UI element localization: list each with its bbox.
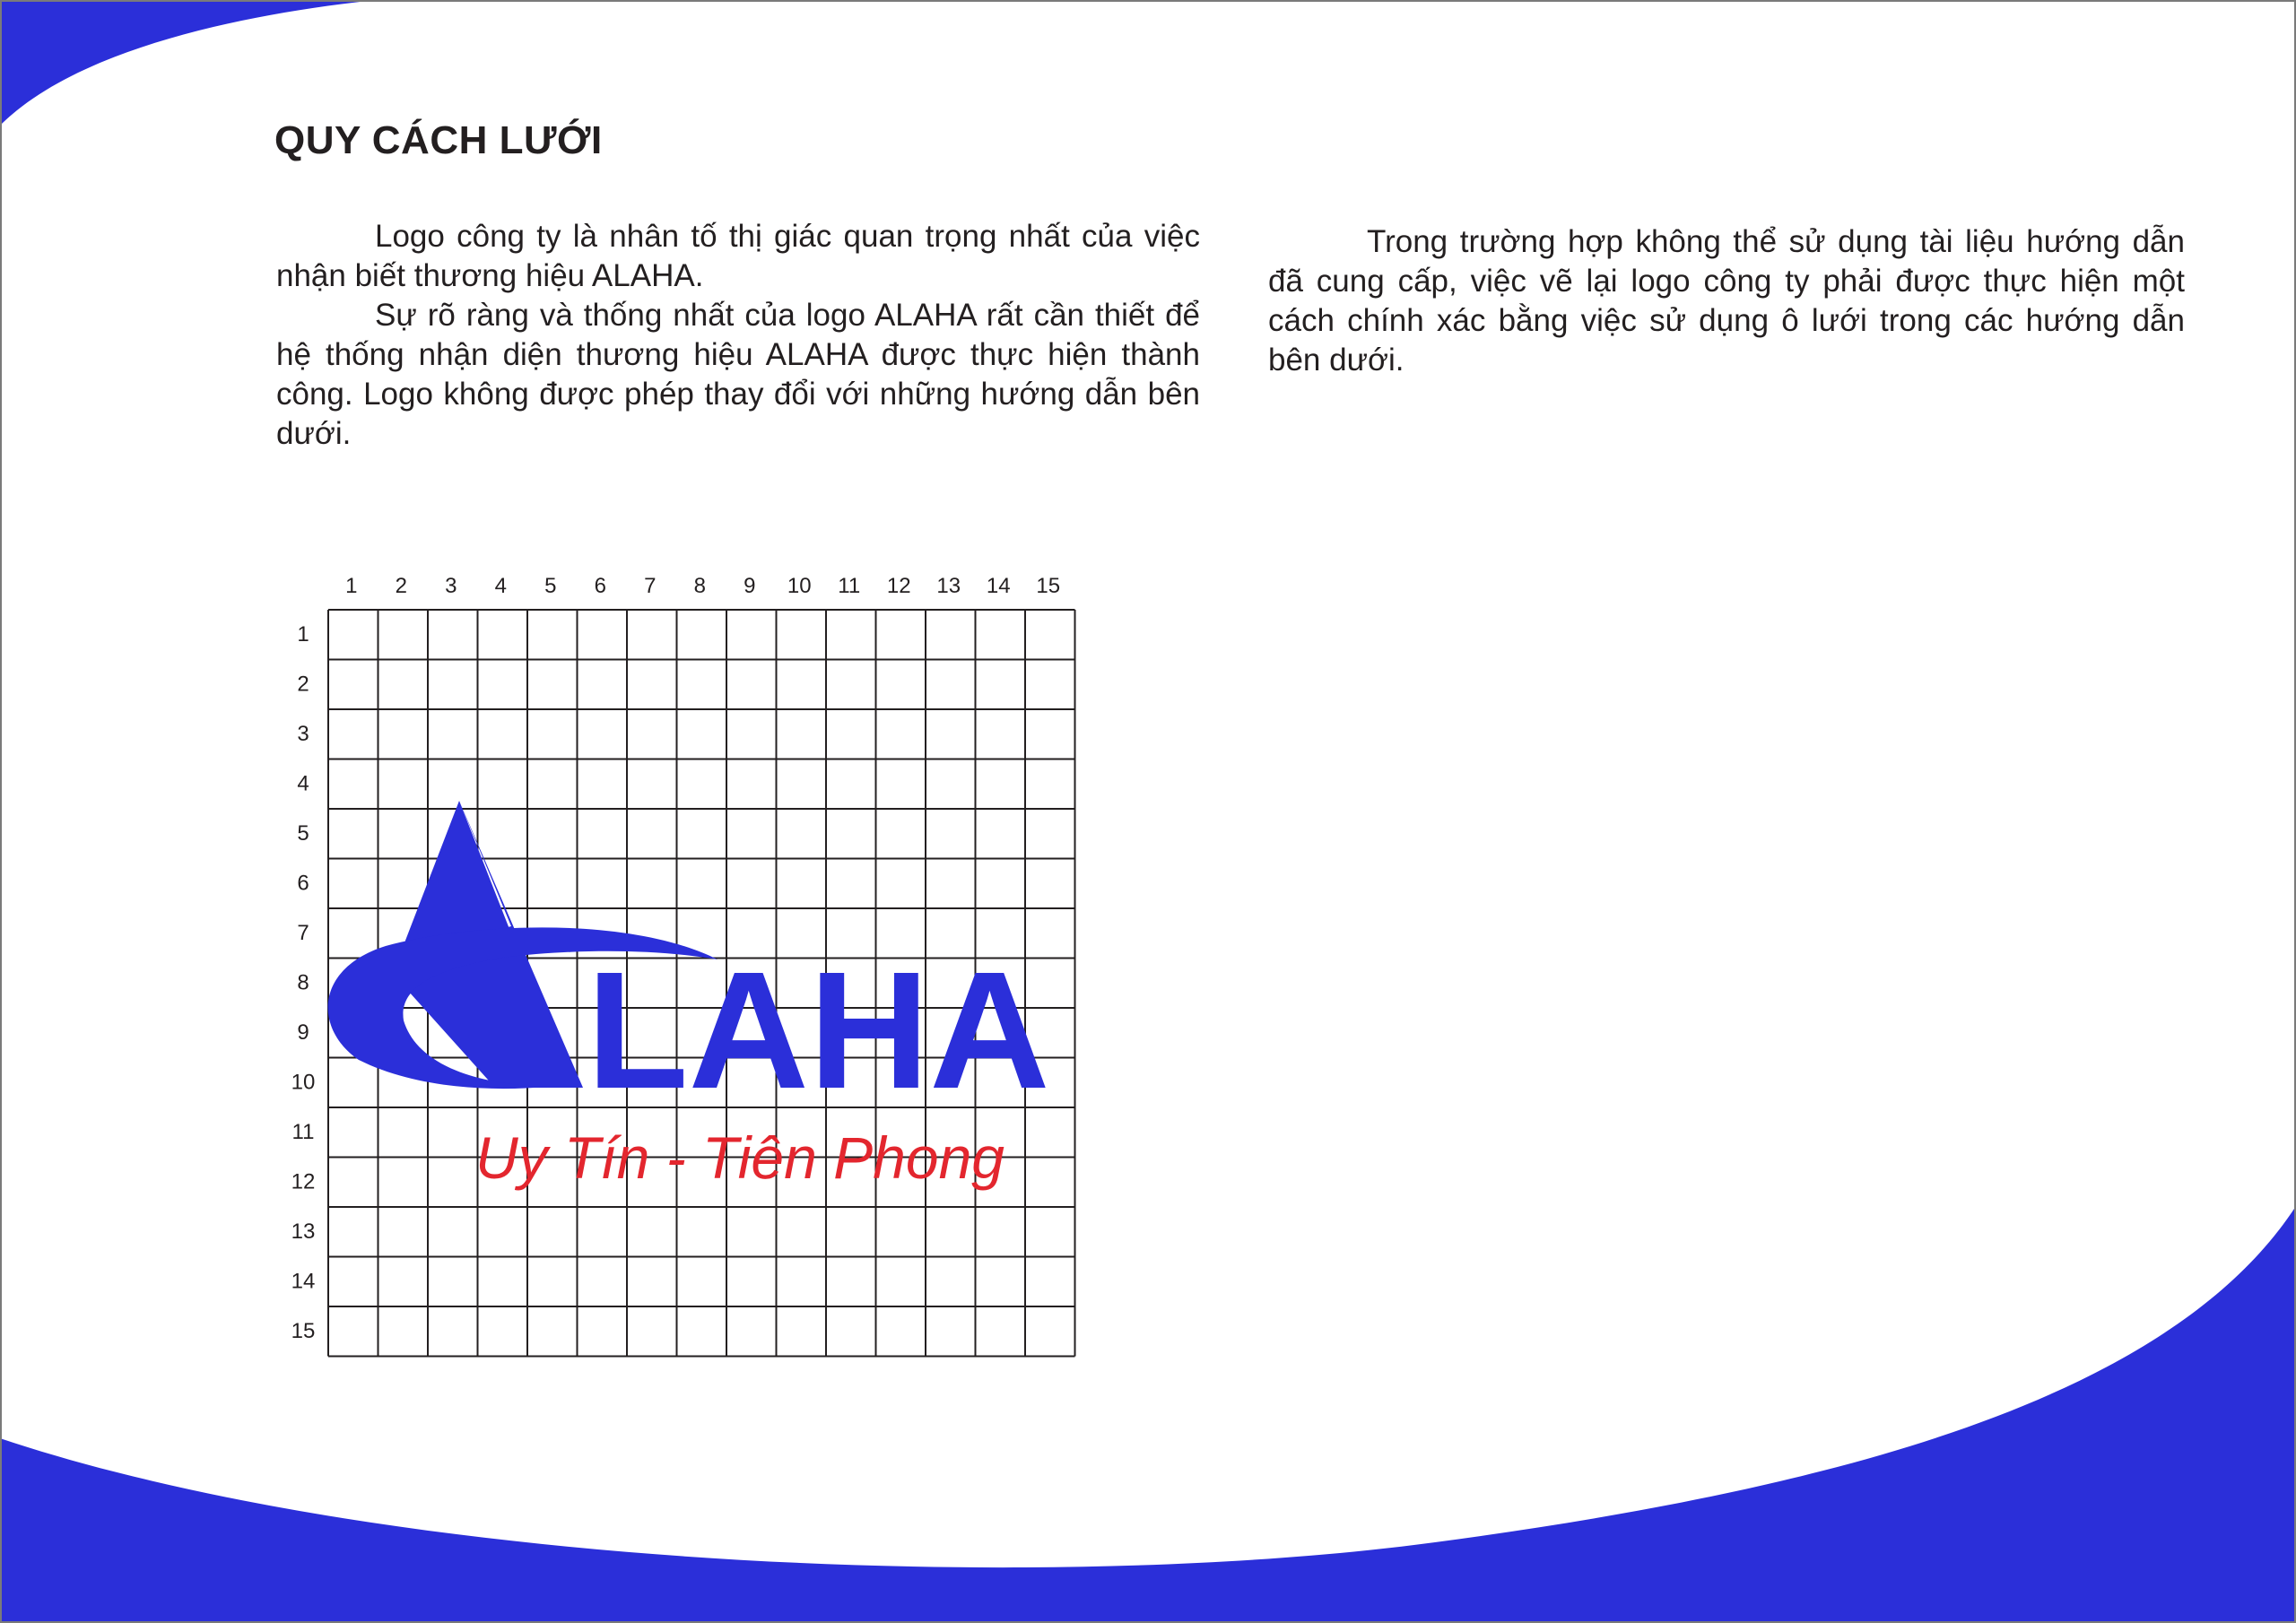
column-label: 6	[594, 574, 606, 598]
column-label: 2	[395, 574, 407, 598]
column-label: 11	[838, 574, 861, 598]
row-label: 13	[291, 1219, 316, 1244]
row-label: 4	[297, 771, 309, 796]
column-label: 13	[936, 574, 961, 598]
row-label: 1	[297, 622, 309, 647]
row-label: 12	[291, 1169, 316, 1194]
row-label: 14	[291, 1269, 316, 1294]
row-labels	[291, 622, 316, 1343]
row-label: 8	[297, 970, 309, 995]
intro-text-right	[1268, 222, 2185, 380]
row-label: 10	[291, 1070, 316, 1095]
column-label: 5	[544, 574, 557, 598]
column-label: 15	[1036, 574, 1061, 598]
column-label: 14	[986, 574, 1011, 598]
row-label: 7	[297, 921, 309, 945]
logo-grid-figure	[0, 0, 1130, 1399]
column-label: 7	[644, 574, 657, 598]
logo-wordmark: LAHA	[587, 938, 1050, 1124]
column-label: 1	[345, 574, 358, 598]
column-label: 3	[445, 574, 457, 598]
column-label: 9	[744, 574, 756, 598]
paragraph: Logo công ty là nhân tố thị giác quan trọng nhất của việc nhận biết thương hiệu ALAHA.	[276, 219, 1200, 293]
row-label: 2	[297, 672, 309, 697]
row-label: 15	[291, 1319, 316, 1343]
paragraph: Trong trường hợp không thể sử dụng tài liệu hướng dẫn đã cung cấp, việc vẽ lại logo công ty phải được thực hiện một cách chính xác bằng việc sử dụng ô lưới trong các hướng dẫn bên dưới.	[1268, 224, 2185, 378]
row-label: 3	[297, 722, 309, 746]
column-label: 8	[693, 574, 706, 598]
row-label: 6	[297, 871, 309, 896]
row-label: 11	[291, 1120, 315, 1144]
column-label: 10	[787, 574, 812, 598]
logo-tagline: Uy Tín - Tiên Phong	[475, 1124, 1005, 1191]
column-labels	[345, 574, 1060, 598]
row-label: 5	[297, 821, 309, 846]
column-label: 4	[494, 574, 507, 598]
paragraph: Sự rõ ràng và thống nhất của logo ALAHA rất cần thiết để hệ thống nhận diện thương hiệu ALAHA được thực hiện thành công. Logo không được phép thay đổi với những hướng dẫn bên dưới.	[276, 298, 1200, 451]
row-label: 9	[297, 1020, 309, 1045]
page-title: QUY CÁCH LƯỚI	[274, 118, 603, 162]
column-label: 12	[886, 574, 911, 598]
